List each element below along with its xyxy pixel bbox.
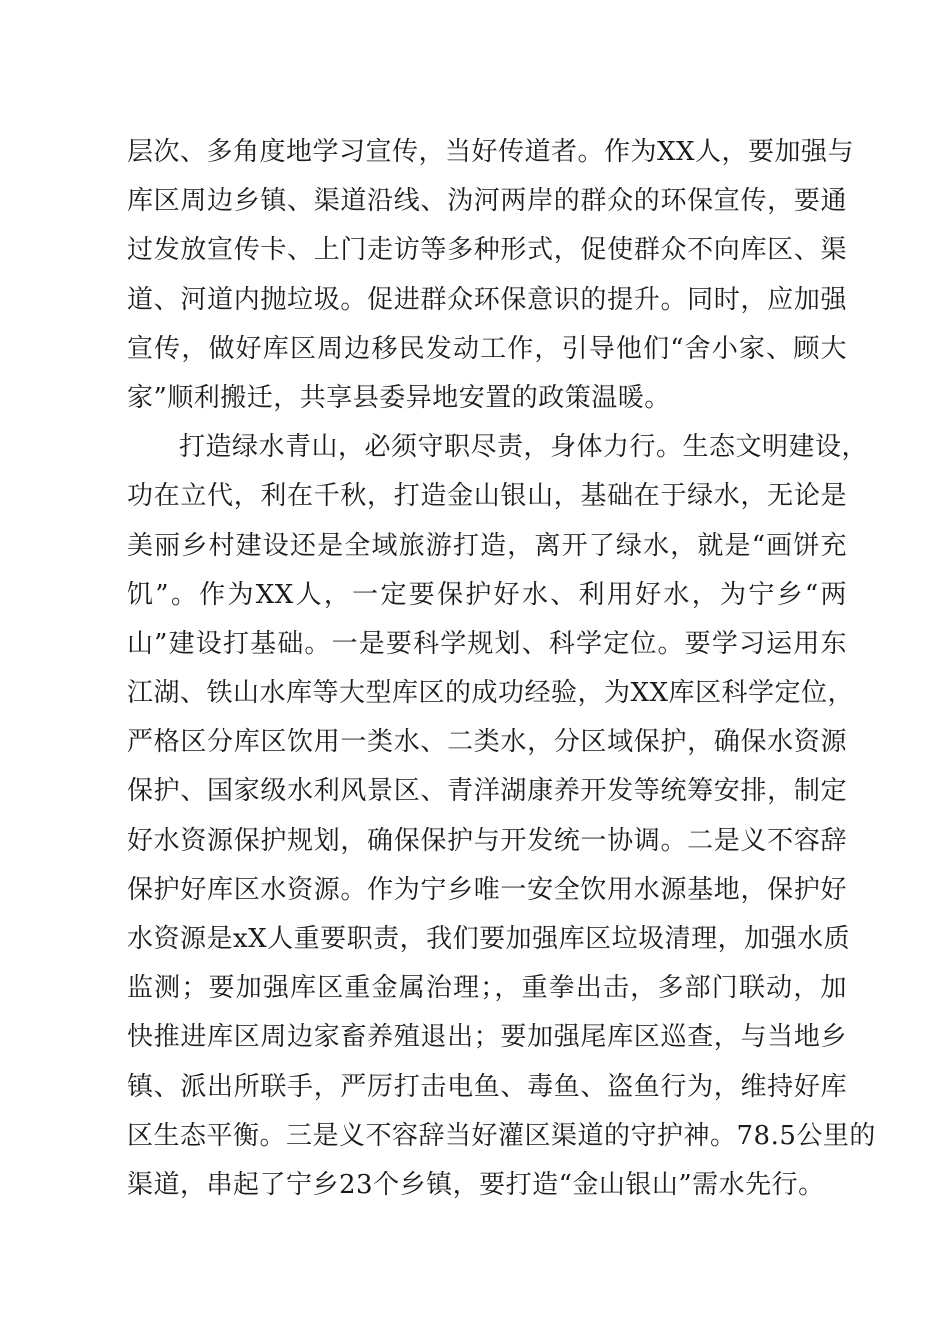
body-text <box>127 128 876 1210</box>
text-line: 渠道，串起了宁乡23个乡镇，要打造“金山银山”需水先行。 <box>127 1169 825 1200</box>
text-line: 严格区分库区饮用一类水、二类水，分区域保护，确保水资源 <box>127 727 847 758</box>
text-line: 水资源是xX人重要职责，我们要加强库区垃圾清理，加强水质 <box>127 924 851 954</box>
text-line: 山”建设打基础。一是要科学规划、科学定位。要学习运用东 <box>127 628 847 659</box>
paragraph-2 <box>127 423 876 1210</box>
text-line: 江湖、铁山水库等大型库区的成功经验，为XX库区科学定位， <box>127 678 855 709</box>
paragraph-1 <box>127 128 855 423</box>
text-line: 过发放宣传卡、上门走访等多种形式，促使群众不向库区、渠 <box>127 235 847 266</box>
text-line: 饥”。作为XX人，一定要保护好水、利用好水，为宁乡“两 <box>127 579 847 610</box>
text-line: 层次、多角度地学习宣传，当好传道者。作为XX人，要加强与 <box>127 137 855 167</box>
text-line: 好水资源保护规划，确保保护与开发统一协调。二是义不容辞 <box>127 825 847 856</box>
text-line: 家”顺利搬迁，共享县委异地安置的政策温暖。 <box>127 382 671 413</box>
text-line: 宣传，做好库区周边移民发动工作，引导他们“舍小家、顾大 <box>127 333 847 364</box>
text-line: 库区周边乡镇、渠道沿线、沩河两岸的群众的环保宣传，要通 <box>127 186 847 217</box>
text-line: 快推进库区周边家畜养殖退出；要加强尾库区巡查，与当地乡 <box>127 1022 847 1053</box>
text-line: 功在立代，利在千秋，打造金山银山，基础在于绿水，无论是 <box>127 481 847 512</box>
text-line: 保护、国家级水利风景区、青洋湖康养开发等统筹安排，制定 <box>127 776 847 807</box>
text-line: 区生态平衡。三是义不容辞当好灌区渠道的守护神。78.5公里的 <box>127 1120 876 1151</box>
text-line: 镇、派出所联手，严厉打击电鱼、毒鱼、盗鱼行为，维持好库 <box>127 1071 847 1102</box>
text-line: 道、河道内抛垃圾。促进群众环保意识的提升。同时，应加强 <box>127 284 847 315</box>
text-line: 美丽乡村建设还是全域旅游打造，离开了绿水，就是“画饼充 <box>127 530 847 561</box>
text-line: 保护好库区水资源。作为宁乡唯一安全饮用水源基地，保护好 <box>127 874 847 905</box>
text-line: 监测；要加强库区重金属治理；，重拳出击，多部门联动，加 <box>127 973 847 1004</box>
text-line: 打造绿水青山，必须守职尽责，身体力行。生态文明建设， <box>179 432 869 463</box>
